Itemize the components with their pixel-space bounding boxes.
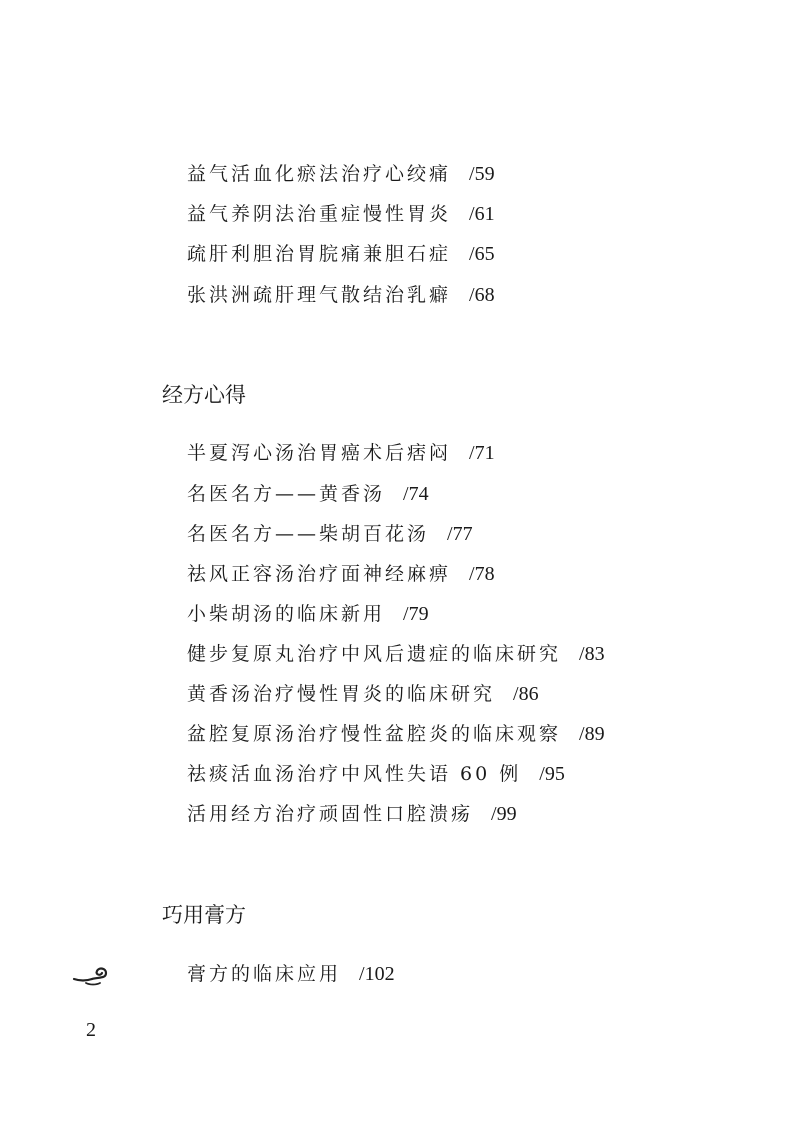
toc-entry[interactable] [187,283,495,307]
toc-entry-page: /61 [469,203,495,225]
section-heading: 经方心得 [162,383,246,407]
toc-entry[interactable] [187,242,495,266]
toc-entry-page: /65 [469,243,495,265]
toc-entry[interactable] [187,642,605,666]
section-heading: 巧用膏方 [162,903,246,927]
toc-entry-title: 名医名方——黄香汤 [187,483,386,505]
toc-entry-title: 张洪洲疏肝理气散结治乳癖 [187,284,452,306]
toc-entry-title: 小柴胡汤的临床新用 [187,603,386,625]
page-number: 2 [86,1019,96,1041]
toc-entry[interactable] [187,441,495,465]
toc-entry-page: /83 [579,643,605,665]
toc-entry[interactable] [187,722,605,746]
toc-entry[interactable] [187,802,517,826]
toc-entry[interactable] [187,522,473,546]
toc-entry-page: /102 [359,963,395,985]
auspicious-cloud-icon [72,963,112,989]
toc-entry-page: /89 [579,723,605,745]
toc-entry-page: /95 [539,763,565,785]
toc-entry-title: 黄香汤治疗慢性胃炎的临床研究 [187,683,496,705]
toc-entry[interactable] [187,202,495,226]
toc-entry-title: 盆腔复原汤治疗慢性盆腔炎的临床观察 [187,723,562,745]
toc-entry-page: /86 [513,683,539,705]
toc-entry[interactable] [187,602,429,626]
toc-entry-title: 祛痰活血汤治疗中风性失语 60 例 [187,763,522,785]
toc-entry[interactable] [187,762,565,786]
toc-entry-page: /77 [447,523,473,545]
toc-entry-page: /74 [403,483,429,505]
toc-entry-title: 益气活血化瘀法治疗心绞痛 [187,163,452,185]
toc-entry-page: /59 [469,163,495,185]
toc-entry-title: 疏肝利胆治胃脘痛兼胆石症 [187,243,452,265]
toc-entry-title: 活用经方治疗顽固性口腔溃疡 [187,803,474,825]
toc-entry-title: 膏方的临床应用 [187,963,342,985]
toc-entry[interactable] [187,162,495,186]
toc-entry-title: 健步复原丸治疗中风后遗症的临床研究 [187,643,562,665]
toc-entry[interactable] [187,682,539,706]
toc-entry[interactable] [187,562,495,586]
toc-entry[interactable] [187,962,395,986]
toc-entry[interactable] [187,482,429,506]
toc-entry-title: 半夏泻心汤治胃癌术后痞闷 [187,442,452,464]
toc-entry-page: /79 [403,603,429,625]
toc-entry-title: 祛风正容汤治疗面神经麻痹 [187,563,452,585]
toc-entry-page: /68 [469,284,495,306]
toc-entry-page: /71 [469,442,495,464]
toc-entry-title: 益气养阴法治重症慢性胃炎 [187,203,452,225]
toc-entry-page: /78 [469,563,495,585]
toc-entry-title: 名医名方——柴胡百花汤 [187,523,430,545]
toc-entry-page: /99 [491,803,517,825]
